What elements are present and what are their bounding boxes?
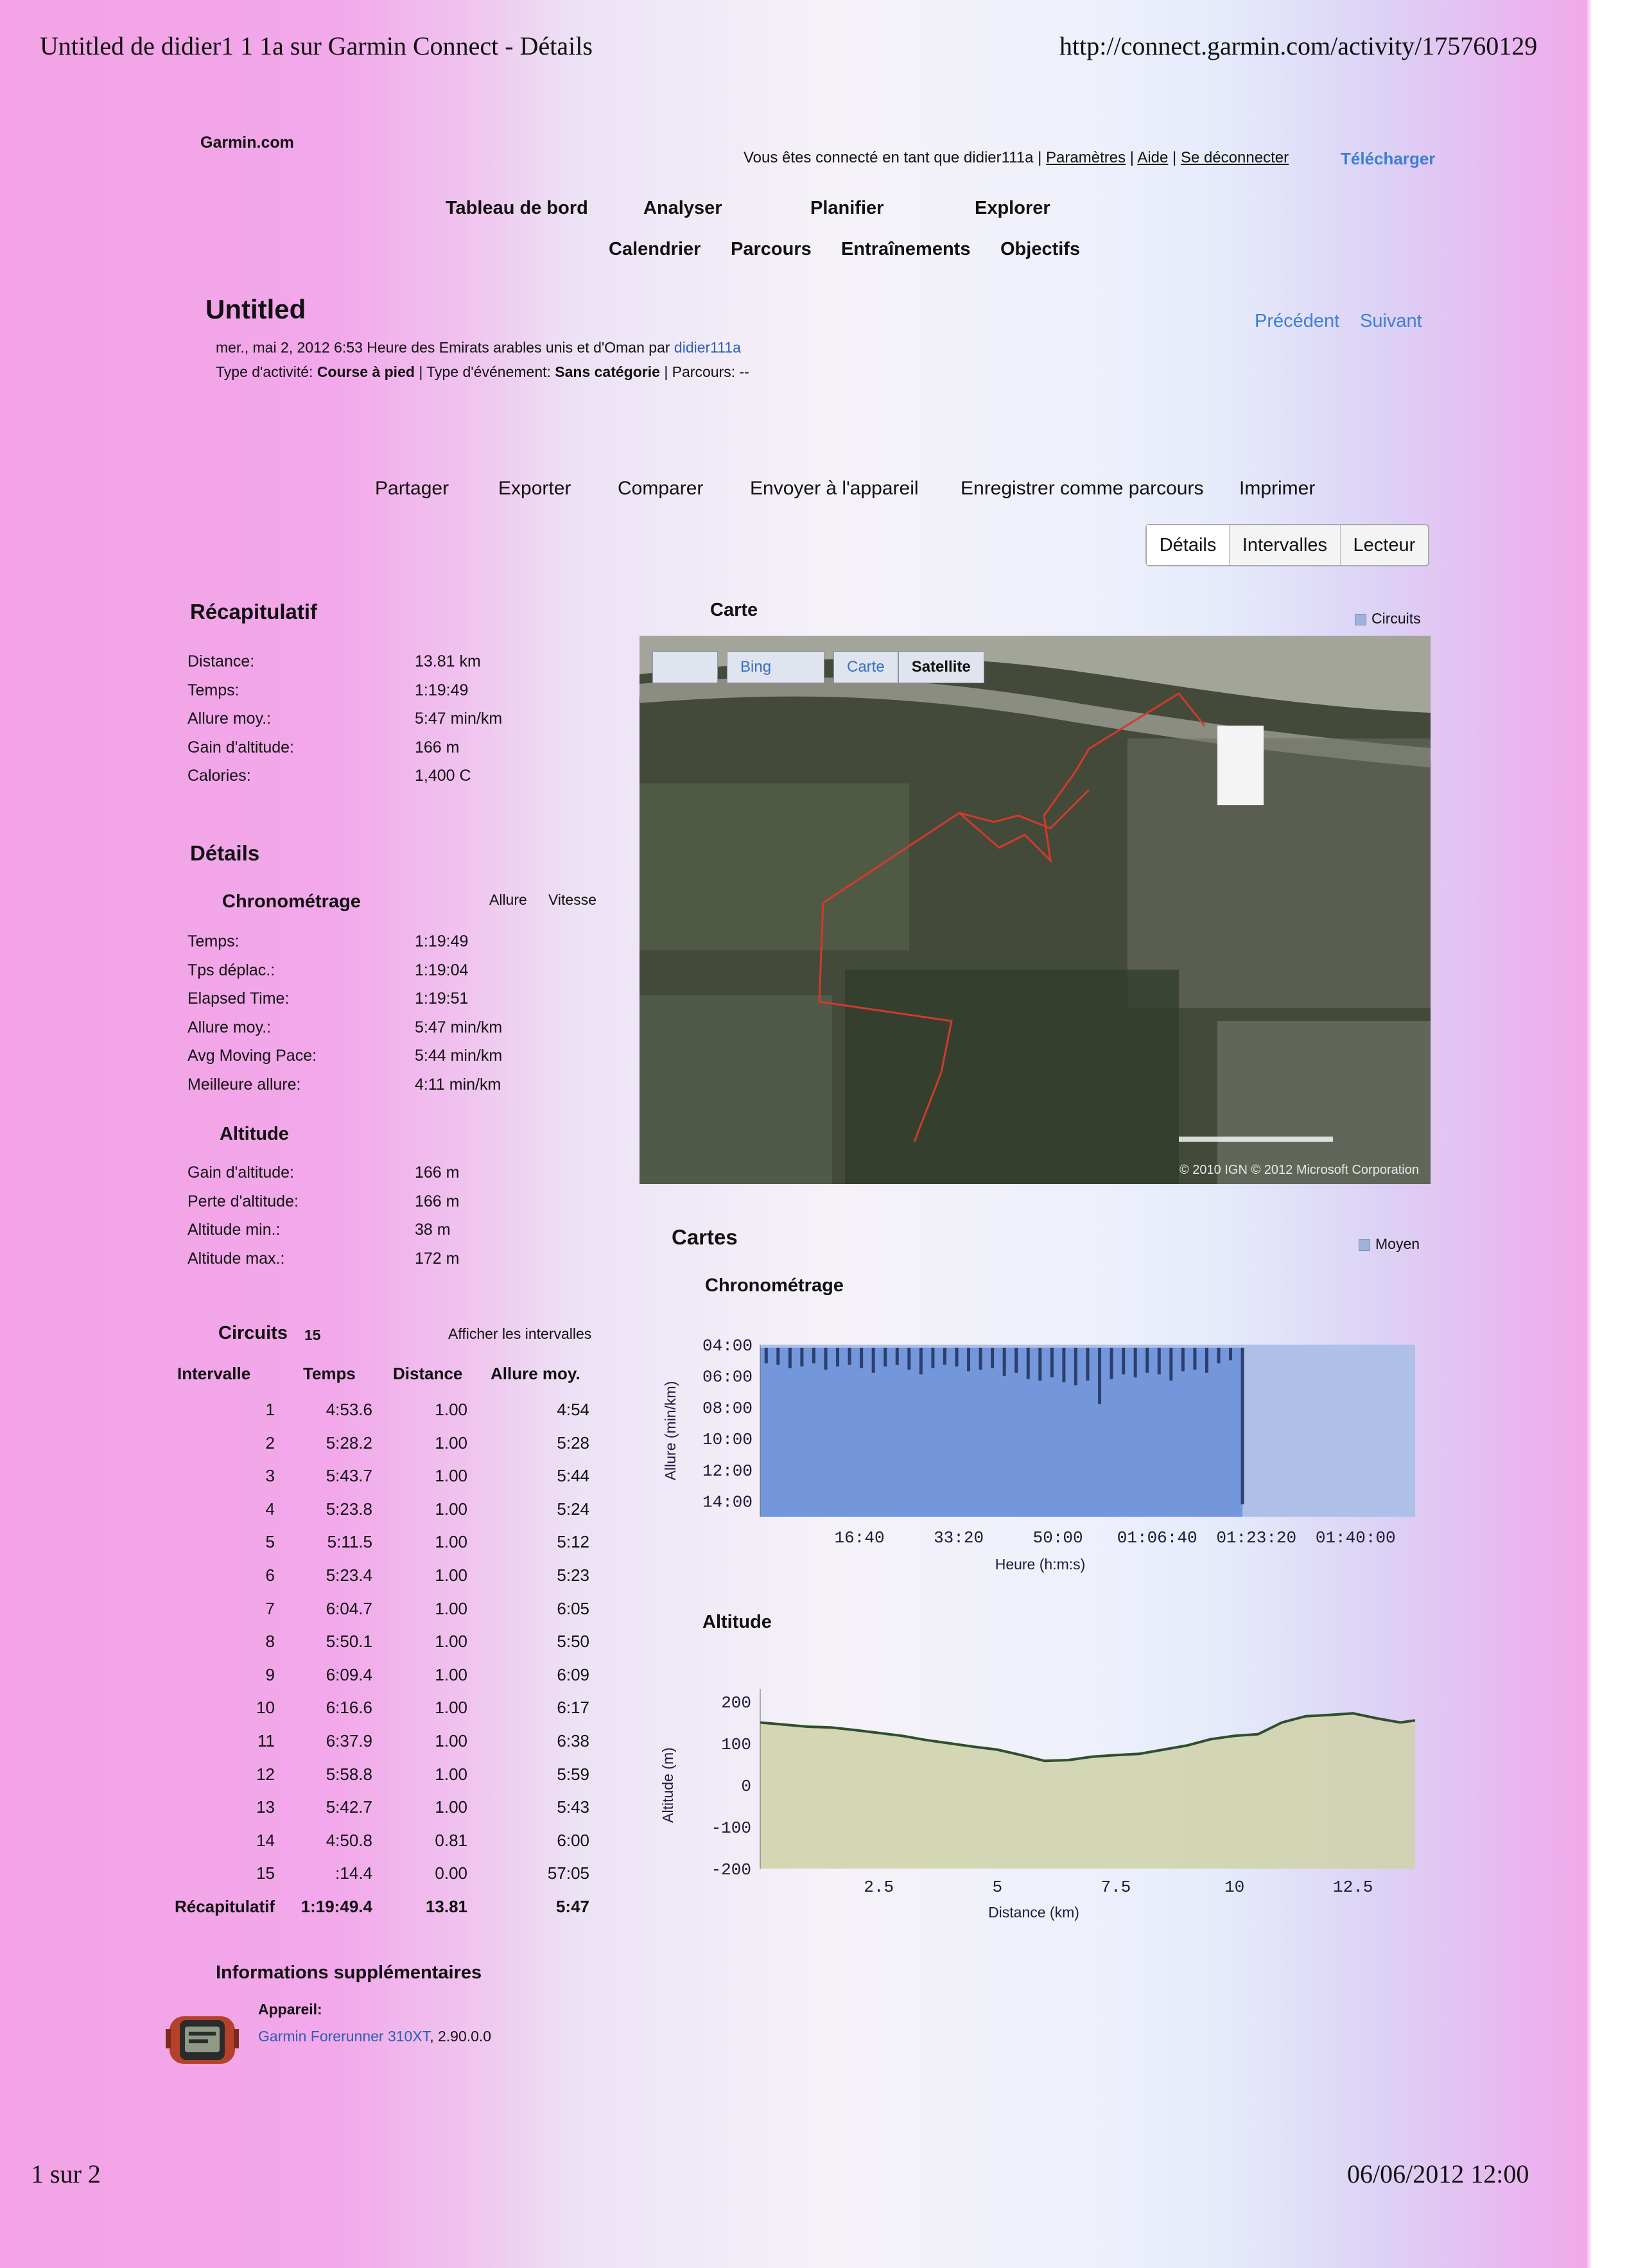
lap-cell: 1.00 <box>435 1764 467 1784</box>
kv-value: 166 m <box>415 738 460 756</box>
compare-button[interactable]: Comparer <box>618 478 704 499</box>
lap-cell: 1.00 <box>435 1664 467 1684</box>
y-tick-label: 14:00 <box>702 1492 753 1512</box>
x-tick-label: 33:20 <box>934 1528 984 1548</box>
lap-cell: 1.00 <box>435 1433 467 1452</box>
export-button[interactable]: Exporter <box>498 478 571 499</box>
summary-heading: Récapitulatif <box>190 600 318 624</box>
event-type-label: | Type d'événement: <box>419 363 551 380</box>
kv-value: 172 m <box>415 1249 460 1268</box>
lap-cell: 7 <box>265 1598 275 1618</box>
nav-analyze[interactable]: Analyser <box>643 198 722 218</box>
y-tick-label: -200 <box>711 1860 751 1880</box>
lap-cell: 2 <box>265 1433 275 1452</box>
x-tick-label: 01:06:40 <box>1117 1528 1197 1548</box>
x-tick-label: 01:23:20 <box>1216 1528 1297 1548</box>
x-tick-label: 50:00 <box>1032 1528 1083 1548</box>
print-button[interactable]: Imprimer <box>1239 478 1316 499</box>
kv-label: Perte d'altitude: <box>187 1192 299 1210</box>
lap-cell: 5:23.8 <box>326 1499 372 1519</box>
lap-cell: 5:42.7 <box>326 1797 372 1817</box>
lap-cell: 0.00 <box>435 1863 467 1883</box>
lap-cell: 5 <box>265 1532 275 1552</box>
nav-plan[interactable]: Planifier <box>810 198 884 218</box>
activity-type-value: Course à pied <box>317 363 415 380</box>
lap-cell: 1 <box>265 1400 275 1419</box>
map-toolbar <box>652 651 984 683</box>
lap-cell: 6:38 <box>557 1731 589 1750</box>
login-text: Vous êtes connecté en tant que didier111a | <box>744 149 1042 166</box>
kv-label: Calories: <box>187 767 251 785</box>
activity-date-line <box>216 339 741 356</box>
lap-cell: 6:05 <box>557 1598 589 1618</box>
col-time: Temps <box>303 1364 356 1383</box>
y-tick-label: 04:00 <box>702 1336 753 1356</box>
route-label: | Parcours: -- <box>664 363 749 380</box>
y-tick-label: 06:00 <box>702 1367 753 1387</box>
map-legend-label: Circuits <box>1371 610 1421 627</box>
altitude-area <box>760 1713 1415 1869</box>
settings-link[interactable]: Paramètres <box>1046 149 1126 166</box>
kv-label: Gain d'altitude: <box>187 738 294 756</box>
y-tick-label: 0 <box>741 1777 751 1796</box>
x-tick-label: 10 <box>1224 1878 1245 1897</box>
laps-total-cell: 13.81 <box>425 1897 467 1916</box>
device-label: Appareil: <box>258 2001 322 2018</box>
laps-total-cell: Récapitulatif <box>174 1897 275 1916</box>
kv-value: 4:11 min/km <box>415 1075 501 1094</box>
x-tick-label: 12.5 <box>1333 1878 1373 1897</box>
col-interval: Intervalle <box>177 1364 251 1383</box>
lap-cell: 1.00 <box>435 1466 467 1486</box>
kv-label: Allure moy.: <box>187 710 272 728</box>
map-type-satellite[interactable]: Satellite <box>898 651 984 683</box>
lap-cell: 9 <box>265 1664 275 1684</box>
activity-map[interactable] <box>640 636 1431 1184</box>
charts-legend-label: Moyen <box>1375 1235 1420 1252</box>
x-tick-label: 01:40:00 <box>1315 1528 1396 1548</box>
lap-cell: 15 <box>256 1863 275 1883</box>
x-axis-label: Distance (km) <box>988 1904 1079 1921</box>
nav-calendar[interactable]: Calendrier <box>609 239 701 259</box>
download-link[interactable]: Télécharger <box>1341 149 1436 168</box>
lap-cell: 1.00 <box>435 1532 467 1552</box>
lap-cell: 12 <box>256 1764 275 1784</box>
activity-title: Untitled <box>205 294 306 324</box>
lap-cell: 6:17 <box>557 1698 589 1718</box>
kv-value: 166 m <box>415 1164 460 1182</box>
altitude-chart[interactable] <box>642 1676 1438 1933</box>
activity-user-link[interactable]: didier111a <box>674 339 741 356</box>
kv-label: Meilleure allure: <box>187 1075 301 1094</box>
nav-courses[interactable]: Parcours <box>731 239 812 259</box>
lap-cell: 6:37.9 <box>326 1731 372 1750</box>
lap-cell: 3 <box>265 1466 275 1486</box>
pace-toggle[interactable]: Allure <box>489 891 527 908</box>
legend-swatch-icon <box>1359 1239 1370 1251</box>
map-type-map[interactable]: Carte <box>833 651 898 683</box>
lap-cell: 5:23 <box>557 1566 589 1585</box>
details-heading: Détails <box>190 841 260 865</box>
kv-value: 13.81 km <box>415 652 481 670</box>
view-tabs <box>1145 524 1429 566</box>
map-zoom-control[interactable] <box>652 651 718 683</box>
device-link[interactable]: Garmin Forerunner 310XT <box>258 2028 430 2045</box>
speed-toggle[interactable]: Vitesse <box>548 891 597 908</box>
y-tick-label: 200 <box>721 1693 751 1713</box>
kv-label: Tps déplac.: <box>187 961 275 979</box>
y-tick-label: 12:00 <box>702 1461 753 1481</box>
lap-cell: 5:28 <box>557 1433 589 1452</box>
lap-cell: 5:43.7 <box>326 1466 372 1486</box>
lap-cell: 1.00 <box>435 1598 467 1618</box>
pace-chart[interactable] <box>642 1323 1438 1605</box>
y-tick-label: -100 <box>711 1819 751 1838</box>
previous-link[interactable]: Précédent <box>1255 311 1340 331</box>
kv-value: 5:47 min/km <box>415 1018 503 1036</box>
nav-goals[interactable]: Objectifs <box>1000 239 1081 259</box>
extra-info-heading: Informations supplémentaires <box>216 1962 482 1983</box>
y-tick-label: 08:00 <box>702 1399 753 1418</box>
lap-cell: 6:16.6 <box>326 1698 372 1718</box>
charts-legend[interactable] <box>1359 1235 1420 1253</box>
y-axis-label: Altitude (m) <box>659 1747 676 1823</box>
lap-cell: 1.00 <box>435 1731 467 1750</box>
altitude-heading: Altitude <box>220 1124 289 1144</box>
send-to-device-button[interactable]: Envoyer à l'appareil <box>750 478 919 499</box>
lap-cell: :14.4 <box>335 1863 372 1883</box>
lap-cell: 5:24 <box>557 1499 589 1519</box>
laps-count: 15 <box>304 1327 321 1343</box>
help-link[interactable]: Aide <box>1137 149 1169 166</box>
activity-date: mer., mai 2, 2012 6:53 Heure des Emirats arables unis et d'Oman par <box>216 339 670 356</box>
charts-heading: Cartes <box>672 1225 738 1249</box>
kv-value: 166 m <box>415 1192 460 1210</box>
tab-intervals[interactable]: Intervalles <box>1230 525 1341 565</box>
nav-dashboard[interactable]: Tableau de bord <box>446 198 588 218</box>
lap-cell: 5:43 <box>557 1797 589 1817</box>
x-tick-label: 5 <box>992 1878 1003 1897</box>
activity-type-label: Type d'activité: <box>216 363 313 380</box>
kv-value: 1,400 C <box>415 767 471 785</box>
x-axis-label: Heure (h:m:s) <box>995 1556 1086 1573</box>
legend-swatch-icon <box>1355 614 1366 625</box>
lap-cell: 1.00 <box>435 1400 467 1419</box>
y-tick-label: 100 <box>721 1735 751 1754</box>
altitude-chart-heading: Altitude <box>702 1612 772 1632</box>
lap-cell: 5:23.4 <box>326 1566 372 1585</box>
show-intervals-link[interactable]: Afficher les intervalles <box>448 1325 592 1342</box>
kv-label: Avg Moving Pace: <box>187 1047 317 1065</box>
kv-label: Altitude max.: <box>187 1249 285 1268</box>
kv-label: Gain d'altitude: <box>187 1164 294 1182</box>
kv-label: Altitude min.: <box>187 1221 281 1239</box>
lap-cell: 0.81 <box>435 1830 467 1850</box>
tab-player[interactable]: Lecteur <box>1353 534 1416 555</box>
timing-heading: Chronométrage <box>222 891 361 912</box>
tab-details[interactable]: Détails <box>1147 525 1230 565</box>
bing-button[interactable]: Bing <box>727 651 824 683</box>
print-page-number: 1 sur 2 <box>31 2159 101 2188</box>
map-legend[interactable] <box>1355 610 1421 627</box>
lap-cell: 10 <box>256 1698 275 1718</box>
logout-link[interactable]: Se déconnecter <box>1180 149 1289 166</box>
lap-cell: 4:50.8 <box>326 1830 372 1850</box>
share-button[interactable]: Partager <box>375 478 449 499</box>
lap-cell: 8 <box>265 1632 275 1652</box>
y-axis-label: Allure (min/km) <box>662 1381 679 1481</box>
login-status: Vous êtes connecté en tant que didier111a | Paramètres | Aide | Se déconnecter <box>744 149 1289 166</box>
lap-cell: 1.00 <box>435 1797 467 1817</box>
lap-cell: 1.00 <box>435 1698 467 1718</box>
save-as-course-button[interactable]: Enregistrer comme parcours <box>961 478 1204 499</box>
lap-cell: 5:58.8 <box>326 1764 372 1784</box>
lap-cell: 5:28.2 <box>326 1433 372 1452</box>
x-tick-label: 16:40 <box>834 1528 885 1548</box>
x-tick-label: 2.5 <box>864 1878 894 1897</box>
x-tick-label: 7.5 <box>1101 1878 1131 1897</box>
lap-cell: 57:05 <box>547 1863 589 1883</box>
kv-value: 5:44 min/km <box>415 1047 503 1065</box>
lap-cell: 1.00 <box>435 1632 467 1652</box>
event-type-value: Sans catégorie <box>555 363 660 380</box>
nav-explore[interactable]: Explorer <box>975 198 1050 218</box>
lap-cell: 5:12 <box>557 1532 589 1552</box>
next-link[interactable]: Suivant <box>1360 311 1422 331</box>
map-attribution: © 2010 IGN © 2012 Microsoft Corporation <box>1179 1163 1419 1177</box>
col-avg-pace: Allure moy. <box>491 1364 580 1383</box>
lap-cell: 5:50 <box>557 1632 589 1652</box>
kv-label: Elapsed Time: <box>187 990 290 1008</box>
lap-cell: 5:11.5 <box>327 1532 372 1552</box>
pace-chart-heading: Chronométrage <box>705 1275 844 1296</box>
lap-cell: 1.00 <box>435 1499 467 1519</box>
activity-type-line <box>216 363 749 381</box>
kv-label: Allure moy.: <box>187 1018 272 1036</box>
map-heading: Carte <box>710 600 758 620</box>
lap-cell: 6:04.7 <box>326 1598 372 1618</box>
lap-cell: 4 <box>265 1499 275 1519</box>
y-tick-label: 10:00 <box>702 1430 753 1450</box>
device-line <box>258 2028 491 2045</box>
col-distance: Distance <box>393 1364 463 1383</box>
lap-cell: 4:53.6 <box>326 1400 372 1419</box>
brand-link[interactable]: Garmin.com <box>200 134 294 152</box>
kv-value: 1:19:51 <box>415 990 469 1008</box>
laps-total-cell: 1:19:49.4 <box>300 1897 372 1916</box>
lap-cell: 6:09.4 <box>326 1664 372 1684</box>
laps-heading: Circuits <box>218 1323 288 1343</box>
print-title: Untitled de didier1 1 1a sur Garmin Connect - Détails <box>40 31 593 60</box>
laps-total-cell: 5:47 <box>555 1897 589 1916</box>
device-version: , 2.90.0.0 <box>430 2028 492 2045</box>
lap-cell: 5:44 <box>557 1466 589 1486</box>
lap-cell: 6:09 <box>557 1664 589 1684</box>
kv-label: Temps: <box>187 681 239 699</box>
print-date: 06/06/2012 12:00 <box>1347 2159 1529 2188</box>
lap-cell: 6 <box>265 1566 275 1585</box>
kv-value: 5:47 min/km <box>415 710 503 728</box>
lap-cell: 13 <box>256 1797 275 1817</box>
lap-cell: 11 <box>257 1731 275 1750</box>
kv-value: 1:19:49 <box>415 681 469 699</box>
print-url: http://connect.garmin.com/activity/175760129 <box>1059 31 1538 60</box>
kv-label: Distance: <box>187 652 255 670</box>
nav-workouts[interactable]: Entraînements <box>841 239 971 259</box>
satellite-map-image <box>640 636 1431 1184</box>
lap-cell: 5:59 <box>557 1764 589 1784</box>
lap-cell: 1.00 <box>435 1566 467 1585</box>
kv-label: Temps: <box>187 932 239 950</box>
kv-value: 38 m <box>415 1221 451 1239</box>
lap-cell: 5:50.1 <box>326 1632 372 1652</box>
lap-cell: 14 <box>256 1830 275 1850</box>
kv-value: 1:19:04 <box>415 961 469 979</box>
watch-device-image <box>166 2003 239 2075</box>
lap-cell: 6:00 <box>557 1830 589 1850</box>
lap-cell: 4:54 <box>557 1400 589 1419</box>
kv-value: 1:19:49 <box>415 932 469 950</box>
